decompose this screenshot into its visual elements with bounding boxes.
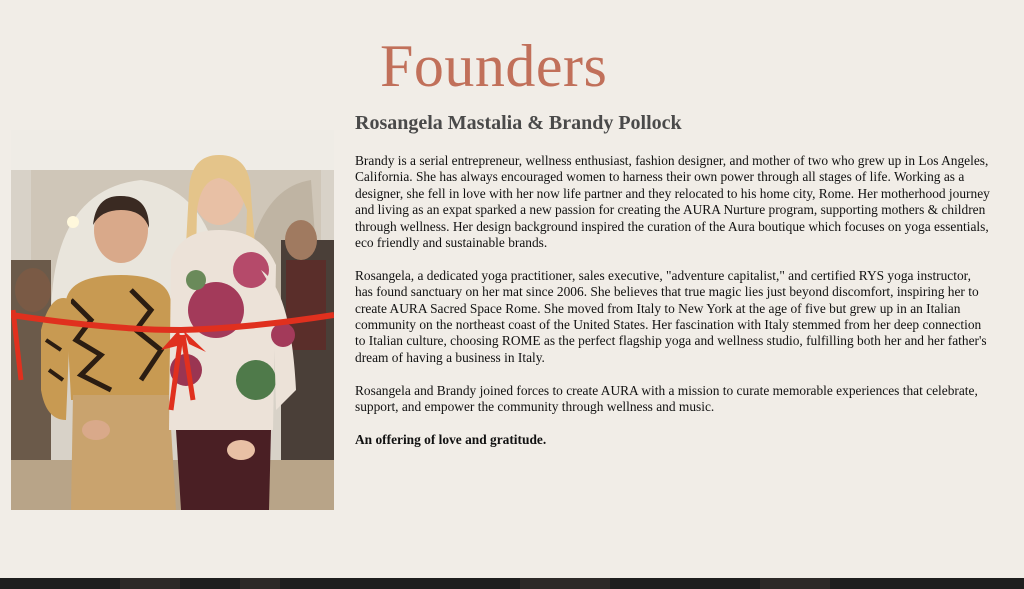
founders-photo	[11, 130, 334, 510]
page-title: Founders	[380, 33, 608, 99]
founders-bio	[355, 153, 990, 465]
bio-joint-mission: Rosangela and Brandy joined forces to create AURA with a mission to curate memorable experiences that celebrate, support, and empower the community through wellness and music.	[355, 382, 978, 415]
founders-names: Rosangela Mastalia & Brandy Pollock	[355, 112, 682, 134]
next-section-preview	[0, 578, 1024, 589]
bio-rosangela: Rosangela, a dedicated yoga practitioner, sales executive, "adventure capitalist," and certified RYS yoga instructor, has found sanctuary on her mat since 2006. She believes that true magic lies just beyond discomfort, inspiring her to create AURA Sacred Space Rome. She moved from Italy to New York at the age of five but grew up in an Italian community on the northeast coast of the United States. Her fascination with Italy stemmed from her deep connection to Italian culture, choosing ROME as the perfect flagship yoga and wellness studio, fulfilling both her and her father's dream of having a business in Italy.	[355, 267, 987, 365]
founders-photo-illustration	[11, 130, 334, 510]
closing-statement: An offering of love and gratitude.	[355, 431, 547, 447]
bio-brandy: Brandy is a serial entrepreneur, wellness enthusiast, fashion designer, and mother of two who grew up in Los Angeles, California. She has always encouraged women to harness their own power through all stages of life. Working as a designer, she fell in love with her now life partner and they relocated to his home city, Rome. Her motherhood journey and living as an expat sparked a new passion for creating the AURA Nurture program, supporting mothers & children through wellness. Her design background inspired the curation of the Aura boutique which focuses on yoga essentials, eco friendly and sustainable brands.	[355, 153, 990, 251]
